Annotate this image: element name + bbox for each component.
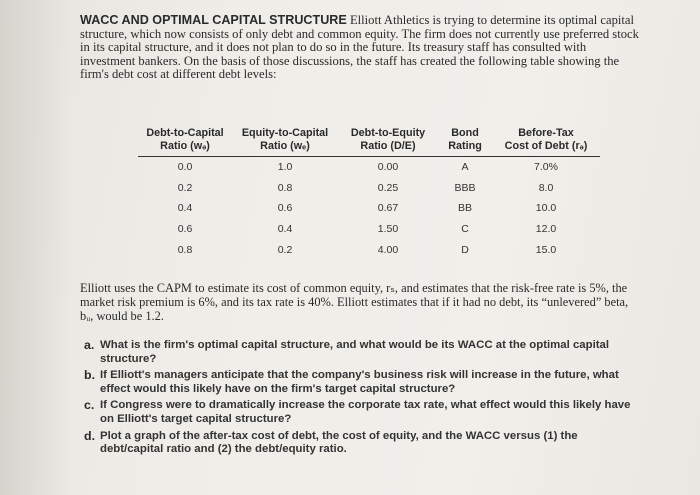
- question-letter: c.: [84, 398, 95, 413]
- capm-paragraph: Elliott uses the CAPM to estimate its cost of common equity, rₛ, and estimates that the risk-free rate is 5%, the market risk premium is 6%, and its tax rate is 40%. Elliott estimates that if it had no debt, its “unlevered” beta, bᵤ, would be 1.2.: [80, 281, 629, 323]
- table-cell: 0.67: [377, 202, 399, 215]
- table-cell: 10.0: [535, 202, 557, 215]
- header-bond-rating: Bond Rating: [438, 127, 492, 157]
- list-item: [84, 430, 640, 457]
- table-cell: 4.00: [377, 243, 399, 256]
- question-text: If Congress were to dramatically increase the corporate tax rate, what effect would this likely have on Elliott's target capital structure?: [100, 399, 631, 425]
- table-cell: BB: [457, 202, 472, 215]
- table-cell: 0.25: [377, 181, 399, 194]
- table-row: [138, 239, 600, 260]
- table-row: [138, 178, 600, 199]
- header-before-tax-cost: Before-Tax Cost of Debt (rₔ): [492, 127, 600, 157]
- table-cell: 0.2: [177, 181, 193, 194]
- list-item: [84, 369, 640, 396]
- table-cell: 0.0: [177, 161, 193, 174]
- question-letter: a.: [84, 338, 95, 352]
- problem-heading: WACC AND OPTIMAL CAPITAL STRUCTURE: [80, 13, 347, 27]
- table-cell: 0.4: [277, 223, 293, 236]
- table-cell: 0.00: [377, 161, 399, 174]
- table-cell: 0.6: [277, 202, 293, 215]
- header-debt-to-capital: Debt-to-Capital Ratio (wₔ): [138, 127, 232, 157]
- table-cell: 0.4: [177, 202, 193, 215]
- table-cell: A: [461, 161, 469, 174]
- question-list: [84, 339, 640, 460]
- table-cell: 7.0%: [534, 161, 558, 174]
- list-item: [84, 399, 640, 426]
- table-cell: 12.0: [535, 223, 557, 236]
- table-cell: 0.2: [277, 243, 293, 256]
- table-cell: 0.8: [277, 181, 293, 194]
- table-cell: D: [461, 243, 469, 256]
- table-row: [138, 157, 600, 178]
- table-cell: C: [461, 223, 469, 236]
- table-header-row: [138, 127, 600, 157]
- question-text: If Elliott's managers anticipate that the company's business risk will increase in the future, what effect would this likely have on the firm's target capital structure?: [100, 369, 619, 395]
- table-cell: 0.8: [177, 243, 193, 256]
- question-text: Plot a graph of the after-tax cost of debt, the cost of equity, and the WACC versus (1) the debt/capital ratio and (2) the debt/equity ratio.: [100, 429, 578, 456]
- header-debt-to-equity: Debt-to-Equity Ratio (D/E): [338, 127, 438, 157]
- intro-paragraph: [80, 14, 640, 82]
- list-item: [84, 339, 640, 366]
- header-equity-to-capital: Equity-to-Capital Ratio (wₑ): [232, 127, 338, 157]
- table-row: [138, 219, 600, 240]
- table-cell: 1.50: [377, 223, 399, 236]
- table-row: [138, 198, 600, 219]
- intro-text: Elliott Athletics is trying to determine its optimal capital structure, which now consists of only debt and common equity. The firm does not currently use preferred stock in its capital structure, and it does not plan to do so in the future. Its treasury staff has consulted with investment bankers. On the basis of those discussions, the staff has created the following table showing the firm's debt cost at different debt levels:: [80, 13, 639, 82]
- table-cell: 1.0: [277, 161, 293, 174]
- question-letter: d.: [84, 428, 96, 443]
- table-cell: 15.0: [535, 243, 557, 256]
- table-cell: 0.6: [177, 223, 193, 236]
- question-letter: b.: [84, 368, 96, 383]
- page-binding-shadow: [0, 0, 70, 495]
- question-text: What is the firm's optimal capital structure, and what would be its WACC at the optimal capital structure?: [100, 339, 610, 365]
- debt-cost-table: [138, 127, 600, 260]
- table-cell: BBB: [454, 181, 476, 194]
- table-cell: 8.0: [538, 181, 554, 194]
